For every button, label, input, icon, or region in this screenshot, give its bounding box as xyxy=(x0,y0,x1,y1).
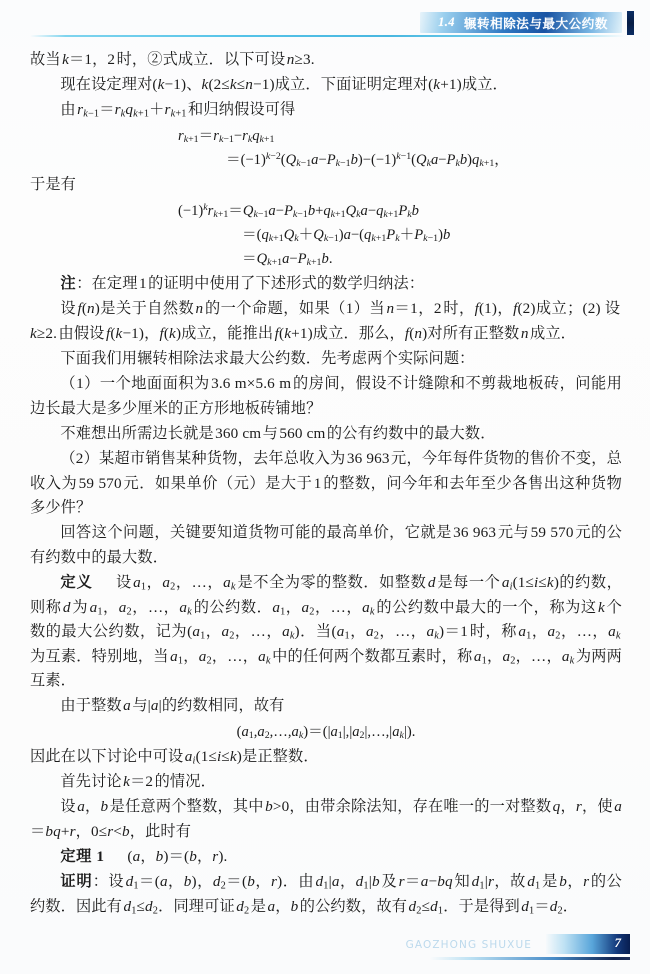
paragraph-13: 首先讨论 k＝2 的情况． xyxy=(60,773,216,791)
page-number-plate xyxy=(546,934,630,954)
problem-2-answer: 回答这个问题，关键要知道货物可能的最高单价，它就是 36 963 元与 59 570 元的公有约数中的最大数． xyxy=(30,524,622,566)
header-title-plate xyxy=(420,12,622,33)
paragraph-1: 故当 k＝1，2 时，②式成立．以下可设 n≥3. xyxy=(30,51,315,68)
equation-block-3 xyxy=(30,720,622,744)
definition-paragraph: 定义 设 $a_1$，$a_2$，…，$a_k$ 是不全为零的整数．如整数 d 是每一个 $a_i(1\le i\le k)$的约数，则称 d 为 $a_1$，$a_2$，…，$a_k$ 的公约数．$a_1$，$a_2$，…，$a_k$ 的公约数中最大的一个，称为这 k 个数的最大公约数，记为($a_1$，$a_2$，…，$a_k$)．当($a_1$，$a_2$，…，$a_k)=1$ 时，称 $a_1$，$a_2$，…，$a_k$ 为互素．特别地，当 $a_1$，$a_2$，…，$a_k$ 中的任何两个数都互素时，称 $a_1$，$a_2$，…，$a_k$ 为两两互素． xyxy=(30,574,623,690)
section-number: 1.4 xyxy=(438,15,455,29)
note-paragraph: 注：在定理 1 的证明中使用了下述形式的数学归纳法： xyxy=(60,275,425,293)
theorem-paragraph: 定理 1 (a，b)＝(b，r). xyxy=(60,848,228,866)
definition-label: 定义 xyxy=(60,574,93,592)
section-title: 辗转相除法与最大公约数 xyxy=(463,15,608,31)
equation-line: $(-1)^kr_{k+1}=Q_{k-1}a-P_{k-1}b+q_{k+1}Q_ka-q_{k+1}P_kb$ xyxy=(178,201,419,220)
equation-line: $r_{k+1}=r_{k-1}-r_kq_{k+1}$ xyxy=(178,127,275,145)
page-header xyxy=(0,0,650,46)
footer-divider-rule xyxy=(430,957,630,960)
paragraph-abs-value: 由于整数 a 与|a|的约数相同，故有 xyxy=(60,697,285,715)
page-footer xyxy=(0,924,650,966)
equation-block-2 xyxy=(30,199,622,272)
note-label: 注 xyxy=(60,275,77,293)
paragraph-12: 因此在以下讨论中可设 $a_i(1\le i\le k)$是正整数． xyxy=(30,748,319,767)
paragraph-4: 于是有 xyxy=(30,176,77,194)
footer-pinyin-text: GAOZHONG SHUXUE xyxy=(405,939,532,951)
equation-block-1 xyxy=(30,124,622,172)
equation-line: $=(q_{k+1}Q_k+Q_{k-1})a-(q_{k+1}P_k+P_{k-1})b$ xyxy=(242,226,451,245)
equation-line: $(a_1,a_2,\dots,a_k)=(|a_1|,|a_2|,\dots,|a_k|)$. xyxy=(236,724,416,742)
equation-line: $=(-1)^{k-2}(Q_{k-1}a-P_{k-1}b)-(-1)^{k-1}(Q_ka-P_kb)q_{k+1}$， xyxy=(226,151,509,170)
problem-2: （2）某超市销售某种货物，去年总收入为 36 963 元，今年每件货物的售价不变，总收入为 59 570 元．如果单价（元）是大于 1 的整数，问今年和去年至少各售出这种货物多少件？ xyxy=(30,450,622,517)
header-divider-rule xyxy=(30,35,626,37)
page-number: 7 xyxy=(614,935,621,950)
proof-label: 证明 xyxy=(60,873,93,891)
paragraph-14: 设 a，b 是任意两个整数，其中 b>0，由带余除法知，存在唯一的一对整数 q，r，使 a＝bq+r，0≤r<b，此时有 xyxy=(30,798,622,841)
header-end-bar-decoration xyxy=(627,11,634,35)
problem-1-answer: 不难想出所需边长就是 360 cm 与 560 cm 的公有约数中的最大数． xyxy=(60,424,496,442)
proof-paragraph: 证明：设 $d_1=(a$，b)，$d_2=(b$，r)．由 $d_1|a$，$d_1|b$ 及 r＝a−bq 知 $d_1|r$，故 $d_1$ 是 b，r 的公约数．因此有 $d_1\le d_2$．同理可证 $d_2$ 是 a，b 的公约数，故有 $d_2\le d_1$．于是得到 $d_1=d_2$． xyxy=(30,873,622,917)
paragraph-induction: 设 f(n)是关于自然数 n 的一个命题，如果（1）当 n＝1，2 时，f(1)，f(2)成立；(2) 设 k≥2. 由假设 f(k−1)，f(k)成立，能推出 f(k+1)成立．那么，f(n)对所有正整数 n 成立． xyxy=(30,300,622,343)
paragraph-2: 现在设定理对(k−1)、k(2≤k≤n−1)成立．下面证明定理对(k+1)成立． xyxy=(60,76,508,94)
footer-banner xyxy=(406,932,630,954)
problem-1: （1）一个地面面积为 3.6 m×5.6 m 的房间，假设不计缝隙和不剪裁地板砖，问能用边长最大是多少厘米的正方形地板砖铺地？ xyxy=(30,375,622,417)
header-banner xyxy=(420,12,634,33)
paragraph-6: 下面我们用辗转相除法求最大公约数．先考虑两个实际问题： xyxy=(60,350,475,368)
equation-line: $=Q_{k+1}a-P_{k+1}b$. xyxy=(242,251,333,269)
theorem-label: 定理 1 xyxy=(60,848,105,866)
paragraph-3: 由 $r_{k-1}=r_kq_{k+1}+r_{k+1}$ 和归纳假设可得 xyxy=(60,101,296,120)
page-content xyxy=(30,48,622,920)
